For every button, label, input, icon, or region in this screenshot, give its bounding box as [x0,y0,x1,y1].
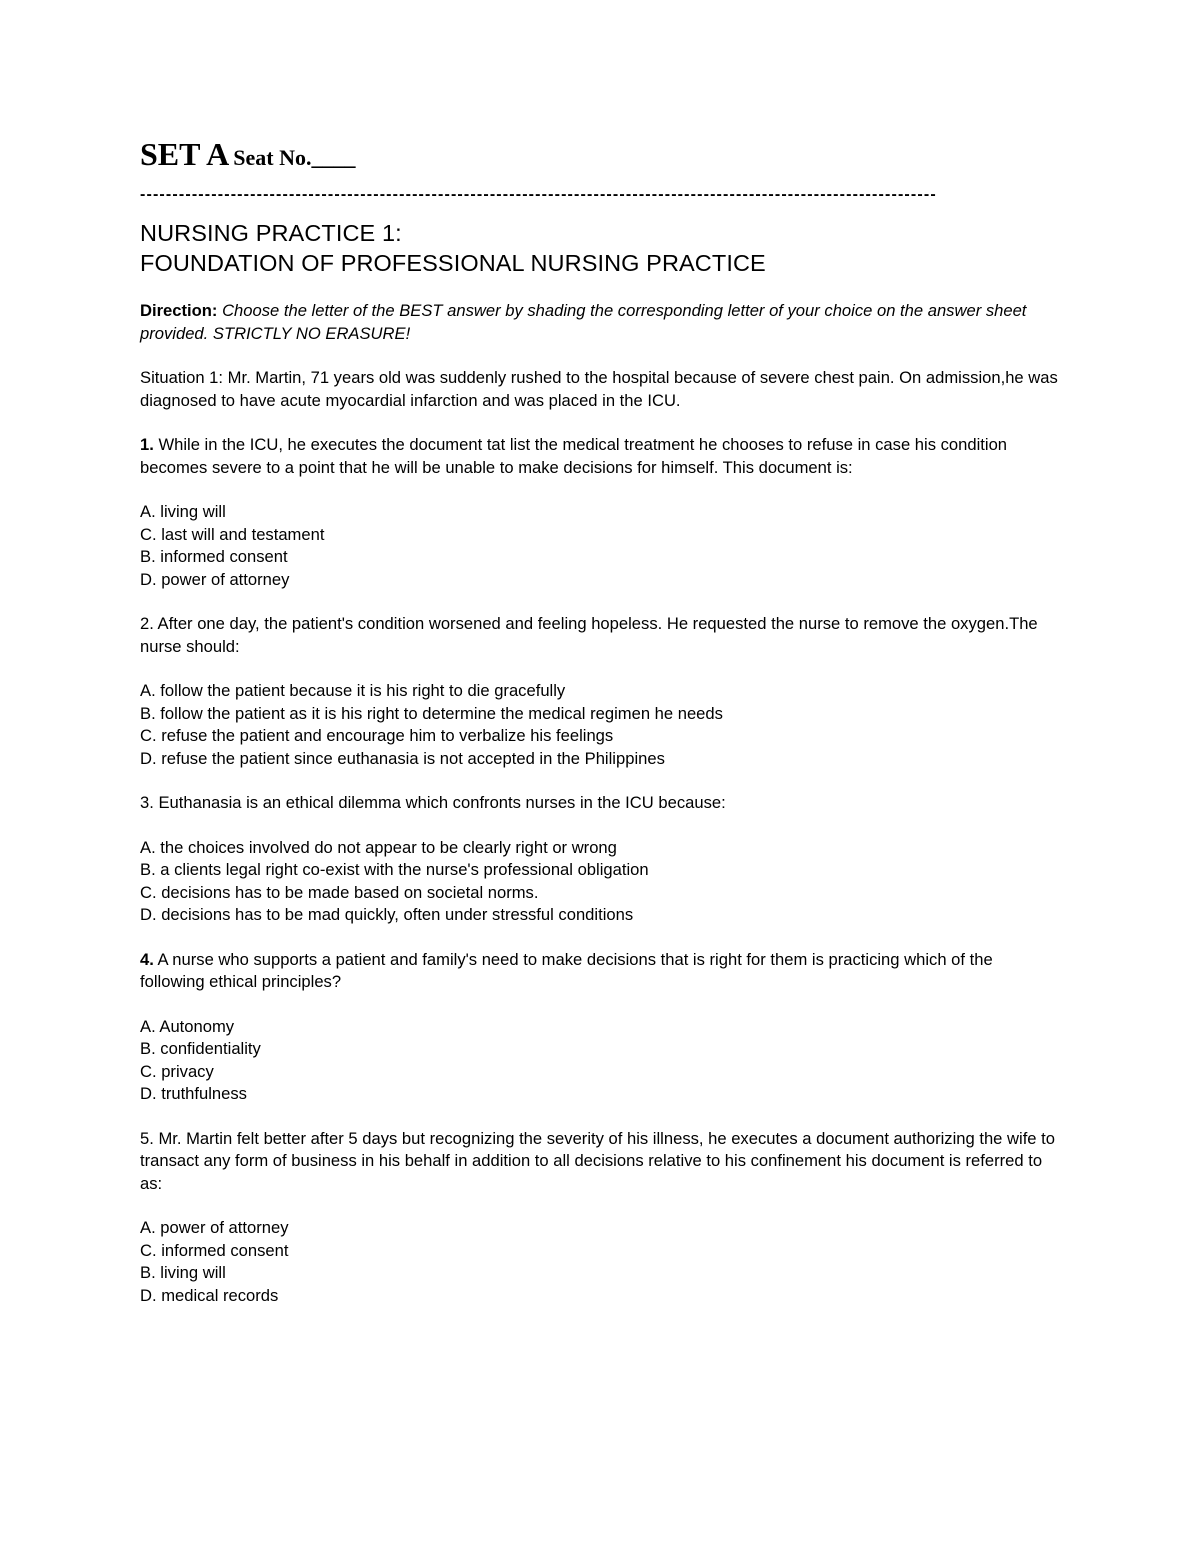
exam-title-line1: NURSING PRACTICE 1: [140,220,402,246]
answer-option: B. confidentiality [140,1039,261,1058]
answer-option: C. last will and testament [140,524,325,544]
answer-option: C. informed consent [140,1240,289,1260]
answer-option: A. power of attorney [140,1218,289,1237]
direction-paragraph [140,300,1060,345]
answer-option: D. truthfulness [140,1084,247,1103]
dashed-separator: --------------------------------------------------------------------------------------------------------------------------- [140,186,937,203]
answer-option: C. decisions has to be made based on societal norms. [140,882,539,902]
set-label: SET A [140,136,230,172]
question-text: While in the ICU, he executes the document tat list the medical treatment he chooses to refuse in case his condition becomes severe to a point that he will be unable to make decisions for himself. This document is: [140,435,1008,477]
question-1 [140,434,1060,479]
answer-option: A. Autonomy [140,1016,235,1036]
question-2 [140,613,1060,658]
answer-option: A. the choices involved do not appear to be clearly right or wrong [140,837,617,857]
question-text: After one day, the patient's condition worsened and feeling hopeless. He requested the nurse to remove the oxygen.The nurse should: [140,614,1038,656]
answer-option: B. a clients legal right co-exist with the nurse's professional obligation [140,860,649,879]
question-number: 4. [140,949,154,969]
question-number: 3. [140,793,154,812]
exam-title [140,218,1060,278]
exam-title-line2: FOUNDATION OF PROFESSIONAL NURSING PRACTICE [140,250,766,276]
seat-number-label: Seat No.____ [233,145,356,170]
answer-option: A. living will [140,502,226,521]
answer-option: B. follow the patient as it is his right to determine the medical regimen he needs [140,703,723,723]
answer-option: D. refuse the patient since euthanasia is not accepted in the Philippines [140,748,665,768]
question-4-options [140,1016,1060,1106]
direction-text: Choose the letter of the BEST answer by shading the corresponding letter of your choice on the answer sheet provided. STRICTLY NO ERASURE! [140,301,1027,343]
answer-option: B. informed consent [140,547,288,566]
situation-paragraph [140,367,1060,412]
direction-label: Direction: [140,301,218,320]
question-text: Euthanasia is an ethical dilemma which confronts nurses in the ICU because: [153,793,726,812]
answer-option: D. decisions has to be mad quickly, often under stressful conditions [140,905,634,924]
question-3 [140,792,1060,815]
answer-option: C. refuse the patient and encourage him to verbalize his feelings [140,726,614,745]
set-header [140,138,1060,182]
situation-label: Situation 1 [140,368,219,387]
question-5 [140,1128,1060,1196]
question-number: 5. [140,1128,154,1148]
answer-option: D. power of attorney [140,569,290,589]
question-5-options [140,1217,1060,1307]
answer-option: D. medical records [140,1285,279,1305]
question-text: A nurse who supports a patient and family's need to make decisions that is right for them is practicing which of the following ethical principles? [140,949,993,991]
answer-option: A. follow the patient because it is his right to die gracefully [140,681,566,700]
exam-page [140,138,1060,1307]
answer-option: B. living will [140,1263,226,1282]
situation-text: : Mr. Martin, 71 years old was suddenly rushed to the hospital because of severe chest pain. On admission,he was diagnosed to have acute myocardial infarction and was placed in the ICU. [140,368,1058,410]
question-text: Mr. Martin felt better after 5 days but recognizing the severity of his illness, he executes a document authorizing the wife to transact any form of business in his behalf in addition to all decisions relative to his confinement his document is referred to as: [140,1128,1055,1193]
question-1-options [140,501,1060,591]
question-number: 2. [140,614,154,633]
question-number: 1. [140,435,154,454]
answer-option: C. privacy [140,1061,214,1081]
question-4 [140,949,1060,994]
question-2-options [140,680,1060,770]
question-3-options [140,837,1060,927]
